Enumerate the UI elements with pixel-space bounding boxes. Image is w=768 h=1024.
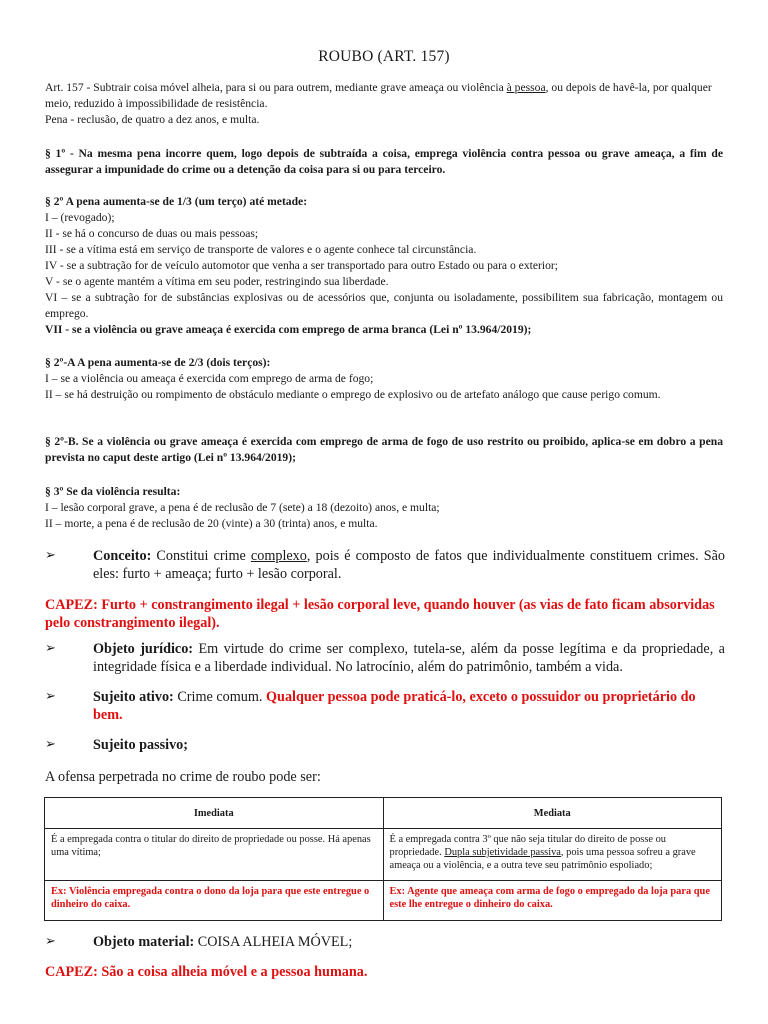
- paragraph-2-item: IV - se a subtração for de veículo automotor que venha a ser transportado para outro Estado ou para o exterior;: [45, 259, 558, 272]
- capez-note-2: CAPEZ: São a coisa alheia móvel e a pessoa humana.: [45, 964, 368, 980]
- conceito-text: Conceito: Constitui crime complexo, pois é composto de fatos que individualmente constituem crimes. São eles: furto + ameaça; furto + lesão corporal.: [93, 548, 725, 582]
- paragraph-2b: § 2º-B. Se a violência ou grave ameaça é exercida com emprego de arma de fogo de uso restrito ou proibido, aplica-se em dobro a pena prevista no caput deste artigo (Lei nº 13.964/2019);: [45, 435, 723, 464]
- capez-note-1: CAPEZ: Furto + constrangimento ilegal + lesão corporal leve, quando houver (as vias de fato ficam absorvidas pelo constrangimento ilegal).: [45, 597, 715, 631]
- table-cell: Ex: Violência empregada contra o dono da loja para que este entregue o dinheiro do caixa.: [45, 881, 384, 921]
- arrow-bullet-icon: ➢: [45, 548, 56, 563]
- paragraph-3-heading: § 3º Se da violência resulta:: [45, 485, 181, 498]
- paragraph-1: § 1º - Na mesma pena incorre quem, logo depois de subtraída a coisa, emprega violência contra pessoa ou grave ameaça, a fim de assegurar a impunidade do crime ou a detenção da coisa para si ou para terceiro.: [45, 147, 723, 176]
- table-cell: É a empregada contra o titular do direito de propriedade ou posse. Há apenas uma vítima;: [45, 829, 384, 881]
- paragraph-2-item: II - se há o concurso de duas ou mais pessoas;: [45, 227, 259, 240]
- arrow-bullet-icon: ➢: [45, 737, 56, 752]
- paragraph-2a-heading: § 2º-A A pena aumenta-se de 2/3 (dois terços):: [45, 356, 271, 369]
- table-row: [45, 881, 722, 921]
- arrow-bullet-icon: ➢: [45, 689, 56, 704]
- paragraph-2-item: I – (revogado);: [45, 211, 115, 224]
- objeto-juridico-text: Objeto jurídico: Em virtude do crime ser complexo, tutela-se, além da posse legítima e da propriedade, a integridade física e a liberdade individual. No latrocínio, além do patrimônio, também a vida.: [93, 641, 725, 675]
- paragraph-2-heading: § 2º A pena aumenta-se de 1/3 (um terço) até metade:: [45, 195, 308, 208]
- table-cell: É a empregada contra 3º que não seja titular do direito de posse ou propriedade. Dupla subjetividade passiva, pois uma pessoa sofreu a grave ameaça ou a violência, e a outra teve seu patrimônio espoliado;: [383, 829, 722, 881]
- article-text: Art. 157 - Subtrair coisa móvel alheia, para si ou para outrem, mediante grave ameaça ou violência à pessoa, ou depois de havê-la, por qualquer meio, reduzido à impossibilidade de resistência.: [45, 81, 712, 110]
- ofensa-table: [44, 797, 722, 921]
- table-header-mediata: Mediata: [383, 798, 722, 829]
- page-title: ROUBO (ART. 157): [318, 48, 450, 65]
- paragraph-2a-item: I – se a violência ou ameaça é exercida com emprego de arma de fogo;: [45, 372, 374, 385]
- table-header-imediata: Imediata: [45, 798, 384, 829]
- table-header-row: [45, 798, 722, 829]
- arrow-bullet-icon: ➢: [45, 934, 56, 949]
- ofensa-intro: A ofensa perpetrada no crime de roubo pode ser:: [45, 769, 321, 785]
- paragraph-2-item: VII - se a violência ou grave ameaça é exercida com emprego de arma branca (Lei nº 13.964/2019);: [45, 323, 532, 336]
- underlined-term: à pessoa: [506, 81, 546, 94]
- sujeito-passivo-text: Sujeito passivo;: [93, 737, 188, 753]
- paragraph-2a: [45, 355, 723, 403]
- paragraph-3: [45, 484, 723, 532]
- objeto-material-text: Objeto material: COISA ALHEIA MÓVEL;: [93, 934, 353, 950]
- paragraph-2: [45, 194, 723, 338]
- article-caput: [45, 80, 723, 128]
- table-cell: Ex: Agente que ameaça com arma de fogo o empregado da loja para que este lhe entregue o dinheiro do caixa.: [383, 881, 722, 921]
- paragraph-3-item: II – morte, a pena é de reclusão de 20 (vinte) a 30 (trinta) anos, e multa.: [45, 517, 378, 530]
- paragraph-2-item: VI – se a subtração for de substâncias explosivas ou de acessórios que, conjunta ou isoladamente, possibilitem sua fabricação, montagem ou emprego.: [45, 291, 723, 320]
- sujeito-ativo-text: Sujeito ativo: Crime comum. Qualquer pessoa pode praticá-lo, exceto o possuidor ou proprietário do bem.: [93, 689, 696, 723]
- arrow-bullet-icon: ➢: [45, 641, 56, 656]
- article-penalty: Pena - reclusão, de quatro a dez anos, e multa.: [45, 113, 260, 126]
- table-row: [45, 829, 722, 881]
- paragraph-2a-item: II – se há destruição ou rompimento de obstáculo mediante o emprego de explosivo ou de artefato análogo que cause perigo comum.: [45, 388, 661, 401]
- paragraph-2-item: V - se o agente mantém a vítima em seu poder, restringindo sua liberdade.: [45, 275, 389, 288]
- paragraph-2-item: III - se a vítima está em serviço de transporte de valores e o agente conhece tal circunstância.: [45, 243, 477, 256]
- paragraph-3-item: I – lesão corporal grave, a pena é de reclusão de 7 (sete) a 18 (dezoito) anos, e multa;: [45, 501, 440, 514]
